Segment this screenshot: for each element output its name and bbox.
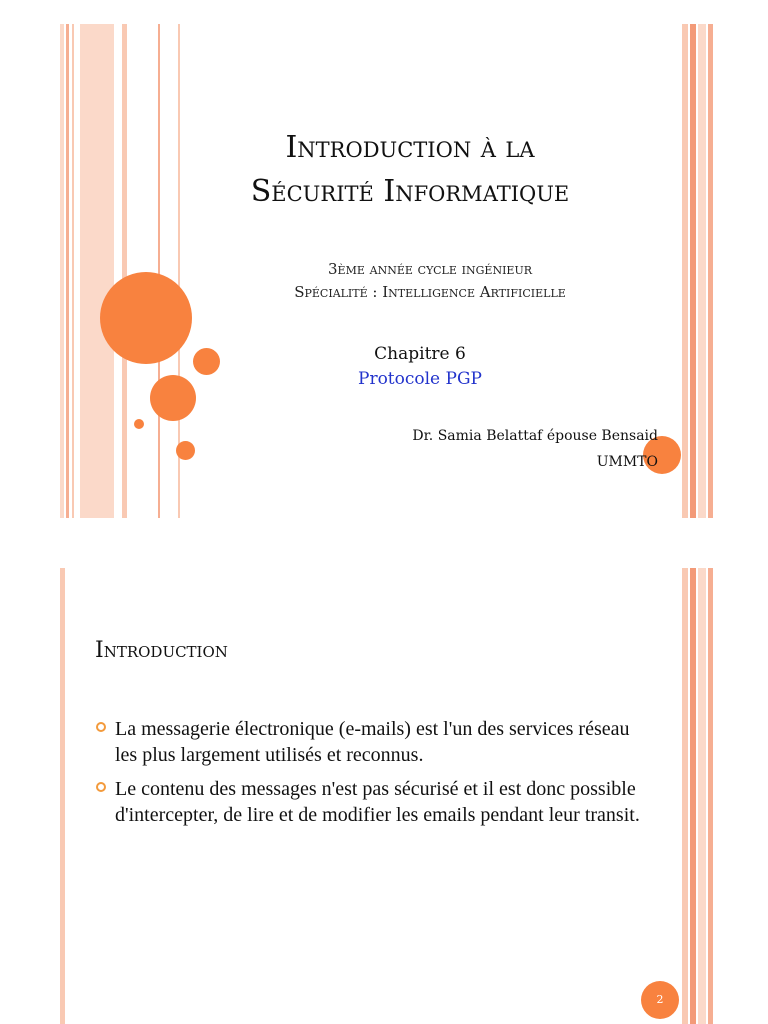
left-stripe-4 — [80, 24, 114, 518]
title-line-1: Introduction à la — [285, 130, 535, 165]
title-slide — [60, 24, 713, 518]
institution-name: UMMTO — [596, 454, 658, 470]
right-stripe-1 — [682, 24, 688, 518]
list-item — [95, 776, 655, 828]
page-number-badge: 2 — [641, 981, 679, 1019]
slide-title — [190, 126, 630, 214]
list-item — [95, 716, 655, 768]
left-stripe-3 — [72, 24, 74, 518]
left-stripe-2 — [66, 24, 69, 518]
hollow-circle-icon — [96, 782, 106, 792]
subtitle-line-2: Spécialité : Intelligence Artificielle — [294, 283, 566, 301]
title-line-2: Sécurité Informatique — [250, 174, 570, 209]
tiny-circle-decoration — [134, 419, 144, 429]
small-circle-decoration-2 — [176, 441, 195, 460]
right-stripe-4 — [708, 568, 713, 1024]
right-stripe-4 — [708, 24, 713, 518]
section-title: Introduction — [95, 638, 228, 663]
author-name: Dr. Samia Belattaf épouse Bensaid — [412, 428, 658, 444]
bullet-text: La messagerie électronique (e-mails) est l'un des services réseau les plus largement utilisés et reconnus. — [115, 718, 630, 766]
right-stripe-3 — [698, 568, 706, 1024]
left-stripe-6 — [158, 24, 160, 518]
protocol-label: Protocole PGP — [358, 369, 482, 389]
right-stripe-2 — [690, 24, 696, 518]
right-stripe-2 — [690, 568, 696, 1024]
subtitle-line-1: 3ème année cycle ingénieur — [328, 260, 532, 278]
content-slide — [60, 568, 713, 1024]
medium-circle-decoration — [150, 375, 196, 421]
chapter-label: Chapitre 6 — [374, 344, 466, 364]
right-stripe-1 — [682, 568, 688, 1024]
left-stripe-1 — [60, 24, 64, 518]
bullet-text: Le contenu des messages n'est pas sécurisé et il est donc possible d'intercepter, de lire et de modifier les emails pendant leur transit. — [115, 778, 640, 826]
large-circle-decoration — [100, 272, 192, 364]
bullet-list — [95, 716, 655, 836]
small-circle-decoration — [193, 348, 220, 375]
hollow-circle-icon — [96, 722, 106, 732]
right-stripe-3 — [698, 24, 706, 518]
left-stripe-1 — [60, 568, 65, 1024]
left-stripe-5 — [122, 24, 127, 518]
